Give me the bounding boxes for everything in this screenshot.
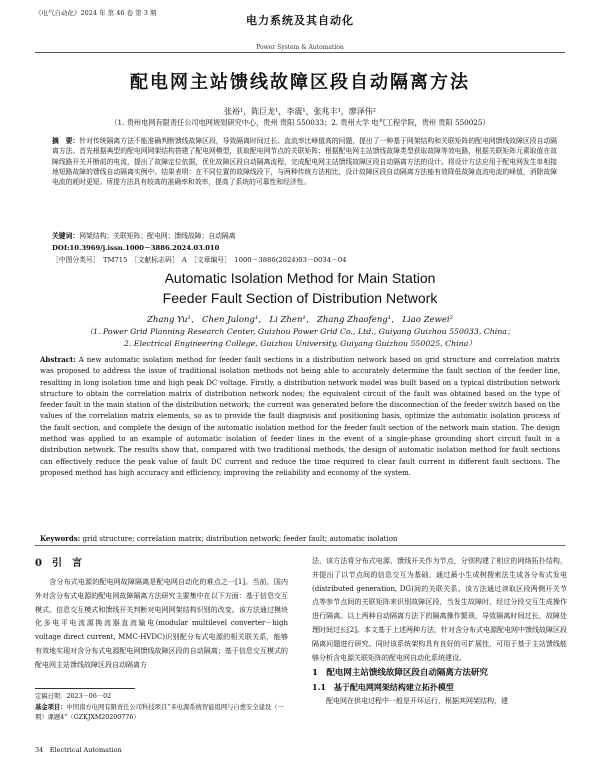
fund-note (35, 703, 290, 722)
footnote-rule (35, 688, 135, 689)
keywords-cn-text: 网架结构；关联矩阵；配电网；馈线故障；自动隔离 (79, 232, 236, 240)
header-rule (35, 52, 565, 53)
paper-title-en-line1: Automatic Isolation Method for Main Station (164, 270, 436, 286)
fund-label: 基金项目： (35, 704, 67, 711)
section-introduction-title (35, 557, 288, 573)
right-column (312, 555, 567, 709)
abstract-cn (52, 136, 557, 187)
page-footer: 34 Electrical Automation (35, 746, 122, 754)
abstract-rule (35, 545, 565, 546)
affiliations-en-line1: （1. Power Grid Planning Research Center, Guizhou Power Grid Co., Ltd., Guiyang Guizhou 550033, China； (85, 327, 515, 336)
fund-text: 中国南方电网有限责任公司科技项目“多电源系统智能组网与自愈安全建设（一期）课题4”（GZKJXM20200776） (35, 704, 284, 721)
right-paragraph-2: 配电网在供电过程中一般是开环运行，根据其网架结构，建 (312, 696, 508, 705)
affiliations-cn: （1. 贵州电网有限责任公司电网规划研究中心，贵州 贵阳 550033；2. 贵州大学 电气工程学院，贵州 贵阳 550025） (110, 118, 490, 127)
section-title-cn: 电力系统及其自动化 (246, 14, 354, 27)
section-1-1-title: 1.1 基于配电网网架结构建立拓扑模型 (312, 682, 454, 693)
authors-en: Zhang Yu¹， Chen Julong¹， Li Zhen¹， Zhang Zhaofeng¹， Liao Zewei² (147, 315, 453, 325)
abstract-cn-text: 针对传统隔离方法不能准确判断馈线故障区段，导致隔离时间过长、直流率比峰值高的问题，提出了一种基于网架结构和关联矩阵的配电网馈线故障区段自动隔离方法。首先根据典型的配电网网架结构搭建了配电网模型，获取配电网节点的关联矩阵；根据配电网主站馈线故障类型获取故障等效电路，根据关联矩阵元素取值在故障线路开关开断前的电流，提出了故障定位依据，优化故障区段自动隔离流程，完成配电网主站馈线故障区段自动隔离方法的设计。将设计方法应用于配电网发生单相接地短路故障的馈线自动隔离实例中。结果表明：在不同位置的故障线段下，与两种传统方法相比，设计故障区段自动隔离方法能有效降低故障直流电流的峰值，消除故障电流的耗时更短。所提方法具有较高的准确率和效率，提高了系统的可靠性和经济性。 (52, 137, 558, 187)
journal-info: 《电气自动化》2024 年 第 46 卷 第 3 期 (35, 9, 157, 17)
keywords-en-label: Keywords: (40, 534, 81, 543)
keywords-en (40, 534, 560, 543)
paper-title-en-line2: Feeder Fault Section of Distribution Network (162, 290, 438, 306)
abstract-en-label: Abstract: (40, 355, 76, 364)
section-1-title: 1 配电网主站馈线故障区段自动隔离方法研究 (312, 668, 488, 679)
keywords-en-text: grid structure; correlation matrix; distribution network; feeder fault; automatic isolation (82, 535, 398, 543)
classification-line: ［中图分类号］ TM715 ［文献标志码］ A ［文章编号］ 1000－3886(2024)03－0034－04 (52, 256, 347, 264)
paper-title-cn: 配电网主站馈线故障区段自动隔离方法 (130, 72, 470, 93)
keywords-cn (52, 231, 557, 241)
abstract-en-text: A new automatic isolation method for feeder fault sections in a distribution network based on grid structure and correlation matrix was proposed to address the issue of traditional isolation methods not being able to accurately determine the fault section of the feeder line, resulting in long isolation time and high peak DC voltage. Firstly, a distribution network model was built based on a typical distribution network structure to obtain the correlation matrix of distribution network nodes; the equivalent circuit of the fault was obtained based on the type of feeder fault in the main station of the distribution network; the current was generated before the disconnection of the feeder switch based on the values of the correlation matrix elements, so as to provide the fault diagnosis and positioning basis, optimize the automatic isolation process of the fault section, and complete the design of the automatic isolation method for the feeder fault section of the network main station. The design method was applied to an example of automatic isolation of feeder lines in the event of a single-phase grounding short circuit fault in a distribution network. The results show that, compared with two traditional methods, the design of automatic isolation method for fault sections can effectively reduce the peak value of fault DC current and reduce the time required to clear fault current in different fault sections. The proposed method has high accuracy and efficiency, improving the reliability and economy of the system. (40, 356, 560, 477)
intro-paragraph: 含分布式电源的配电网故障隔离是配电网自动化的难点之一[1]。当前，国内外对含分布式电源的配电网故障隔离方法研究主要集中在以下方面：基于信息交互模式、信息交互模式和馈线开关判断对电网网架结构识别的改变。该方法通过模块化多电平电流源换流器直流输电(modular multilevel converter－high voltage direct current, MMC-HVDC)识别配分布式电源的相关联关系，能够有效地实现对含分布式电源配电网馈线故障区段的自动隔离；基于信息交互模式的配电网主站馈线故障区段自动隔离方 (35, 578, 288, 669)
received-date: 定稿日期：2023－06－02 (35, 693, 112, 700)
right-paragraph-1: 法，该方法将分布式电源、馈线开关作为节点，分别构建了相应的网络拓扑结构，并提出了以节点间的信息交互为基础，通过最小生成树搜索法生成各分布式发电(distributed generation, DG)间的关联关系。该方法通过读取区段两侧开关节点等参节点间的关联矩阵来识别故障区段，当发生故障时，经过分段交互生成操作进行隔离。以上两种自动隔离方法下的隔离操作繁琐，导致隔离时间过长，故障处理时间过长[2]。本文基于上述两种方法，针对含分布式电源配电网中馈线故障区段隔离问题进行研究。同时该系统架构具有良好的可扩展性，可用于基于主站馈线能够分析含电源关联矩阵的配电网自动化系统建设。 (312, 557, 567, 662)
section-0-title: 0 引 言 (35, 558, 82, 569)
doi: DOI:10.3969/j.issn.1000－3886.2024.03.010 (52, 244, 220, 252)
authors-cn: 张裕¹，陈巨龙¹，李震¹，张兆丰¹，廖泽伟² (223, 107, 377, 116)
keywords-cn-label: 关键词： (52, 232, 80, 240)
section-title-en: Power System & Automation (256, 44, 344, 51)
abstract-en (40, 354, 560, 479)
affiliations-en-line2: 2. Electrical Engineering College, Guizhou University, Guiyang Guizhou 550025, China） (123, 339, 477, 348)
abstract-cn-label: 摘 要： (52, 137, 80, 145)
